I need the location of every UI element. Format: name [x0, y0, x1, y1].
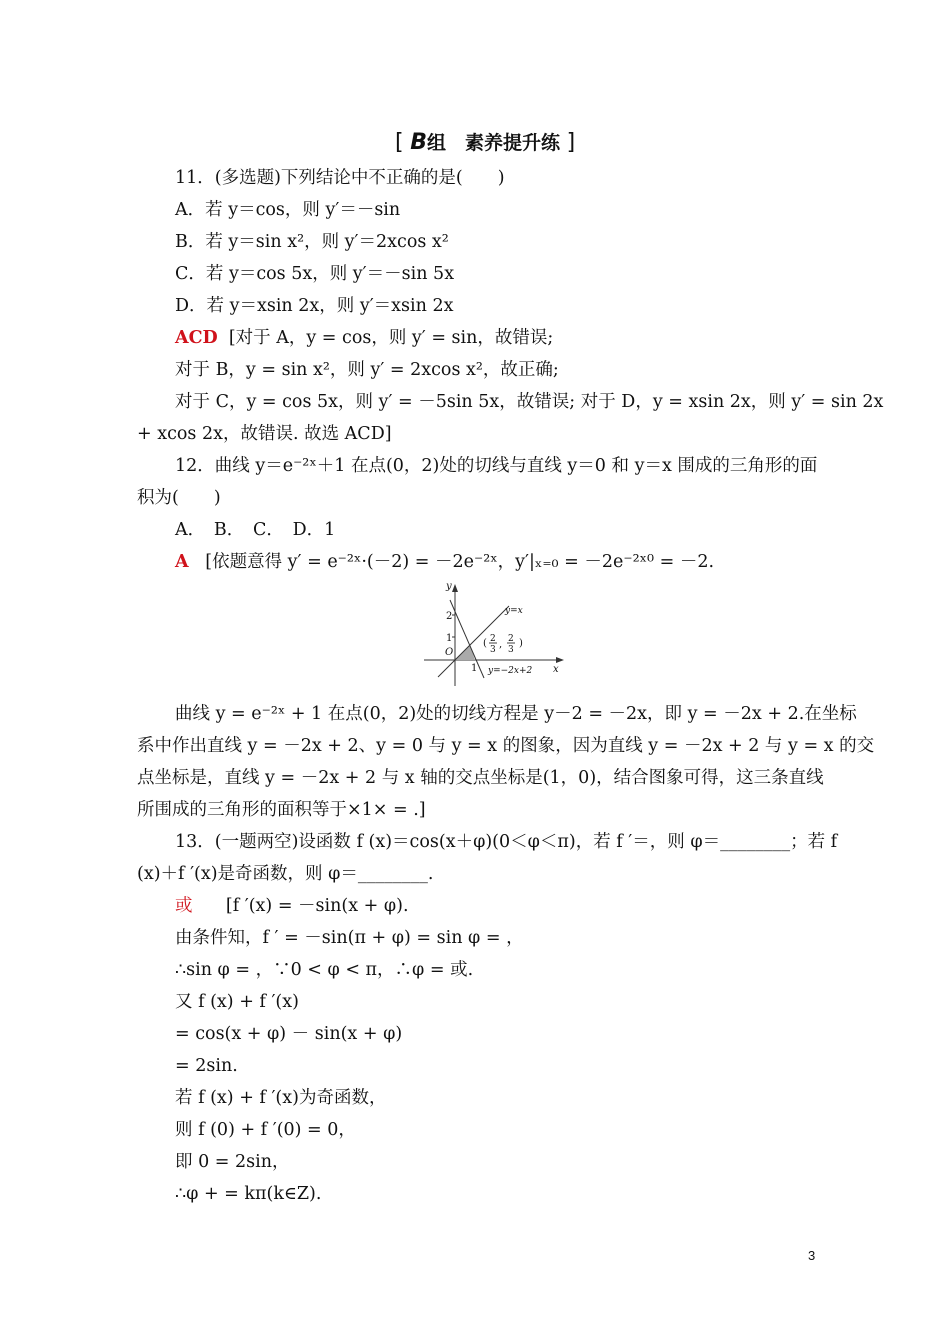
- y-axis-label: y: [446, 581, 452, 592]
- q11-option-c: C．若 y＝cos 5x，则 y′＝－sin 5x: [175, 264, 455, 284]
- y-tick-2-label: 2: [446, 611, 453, 622]
- q13-solution-line-5: = cos(x + φ) － sin(x + φ): [175, 1024, 403, 1044]
- x-axis-label: x: [553, 664, 559, 675]
- header-title: 组 素养提升练: [427, 132, 561, 154]
- tangent-triangle-figure: [424, 578, 569, 690]
- group-letter: B: [410, 130, 427, 155]
- q11-option-a: A．若 y＝cos，则 y′＝－sin: [175, 200, 401, 220]
- q13-solution-line-7: 若 f (x) + f ′(x)为奇函数，: [175, 1088, 387, 1108]
- q12-solution-line-4: 点坐标是，直线 y = －2x + 2 与 x 轴的交点坐标是(1，0)，结合图象可得，这三条直线: [137, 768, 824, 788]
- q11-solution-line-4: + xcos 2x，故错误. 故选 ACD]: [137, 424, 392, 444]
- shaded-triangle: [455, 645, 475, 660]
- q13-solution-line-2: 由条件知，f ′ = －sin(π + φ) = sin φ = ，: [175, 928, 524, 948]
- q12-stem-line-1: 12．曲线 y＝e⁻²ˣ＋1 在点(0，2)处的切线与直线 y＝0 和 y＝x 围成的三角形的面: [175, 456, 818, 476]
- origin-label: O: [445, 647, 454, 658]
- q12-solution-line-2: 曲线 y = e⁻²ˣ + 1 在点(0，2)处的切线方程是 y－2 = －2x，即 y = －2x + 2.在坐标: [175, 704, 857, 724]
- q13-solution-line-3: ∴sin φ = ，∵0 < φ < π，∴φ = 或.: [175, 960, 474, 980]
- y-axis-arrow: [452, 584, 458, 592]
- x-axis-arrow: [556, 657, 564, 663]
- point-x-numerator: 2: [490, 634, 496, 644]
- q12-answer: A: [175, 552, 189, 572]
- q13-answer: 或: [175, 896, 193, 916]
- point-open-paren: (: [483, 638, 487, 649]
- q13-solution-line-4: 又 f (x) + f ′(x): [175, 992, 299, 1012]
- q12-stem-line-2: 积为( ): [137, 488, 221, 508]
- q12-solution-line-5: 所围成的三角形的面积等于×1× = .]: [137, 800, 426, 820]
- q11-solution-line-2: 对于 B，y = sin x²，则 y′ = 2xcos x²，故正确;: [175, 360, 559, 380]
- q11-stem: 11．(多选题)下列结论中不正确的是( ): [175, 168, 505, 188]
- q11-solution-line-3: 对于 C，y = cos 5x，则 y′ = －5sin 5x，故错误; 对于 D，y = xsin 2x，则 y′ = sin 2x: [175, 392, 884, 412]
- q12-solution-line-1: [175, 551, 714, 573]
- q13-solution-line-6: = 2sin.: [175, 1056, 238, 1076]
- x-tick-1-label: 1: [471, 663, 478, 674]
- q13-solution-line-9: 即 0 = 2sin，: [175, 1152, 290, 1172]
- point-y-numerator: 2: [508, 634, 514, 644]
- q11-option-d: D．若 y＝xsin 2x，则 y′＝xsin 2x: [175, 296, 454, 316]
- y-tick-1-label: 1: [446, 633, 453, 644]
- q13-solution-line-8: 则 f (0) + f ′(0) = 0，: [175, 1120, 356, 1140]
- q11-option-b: B．若 y＝sin x²，则 y′＝2xcos x²: [175, 232, 449, 252]
- q13-stem-line-2: (x)＋f ′(x)是奇函数，则 φ＝________.: [137, 864, 434, 884]
- page-number: 3: [808, 1248, 816, 1263]
- q11-solution-line-1: [175, 327, 553, 349]
- header-close-bracket: ]: [566, 130, 576, 155]
- point-y-denominator: 3: [508, 645, 514, 655]
- point-close-paren: ): [519, 638, 523, 649]
- q11-solution-text: [对于 A，y = cos，则 y′ = sin，故错误;: [228, 328, 554, 348]
- header-open-bracket: [: [395, 130, 404, 155]
- q13-stem-line-1: 13．(一题两空)设函数 f (x)＝cos(x＋φ)(0＜φ＜π)，若 f ′＝，则 φ＝________；若 f: [175, 832, 838, 852]
- q12-options: A． B． C． D．1: [175, 520, 336, 540]
- q12-solution-text: [依题意得 y′ = e⁻²ˣ·(－2) = －2e⁻²ˣ，y′|ₓ₌₀ = －2e⁻²ˣ⁰ = －2.: [205, 552, 715, 572]
- q13-solution-text: [f ′(x) = －sin(x + φ).: [225, 896, 409, 916]
- q12-solution-line-3: 系中作出直线 y = －2x + 2、y = 0 与 y = x 的图象，因为直线 y = －2x + 2 与 y = x 的交: [137, 736, 875, 756]
- q13-solution-line-10: ∴φ + = kπ(k∈Z).: [175, 1184, 322, 1204]
- q13-solution-line-1: [175, 895, 409, 917]
- q11-answer: ACD: [175, 328, 218, 348]
- point-x-denominator: 3: [490, 645, 496, 655]
- line-tangent-label: y=−2x+2: [488, 666, 533, 676]
- point-comma: ,: [499, 639, 503, 650]
- line-yx-label: y=x: [505, 606, 523, 616]
- section-header: [395, 128, 575, 155]
